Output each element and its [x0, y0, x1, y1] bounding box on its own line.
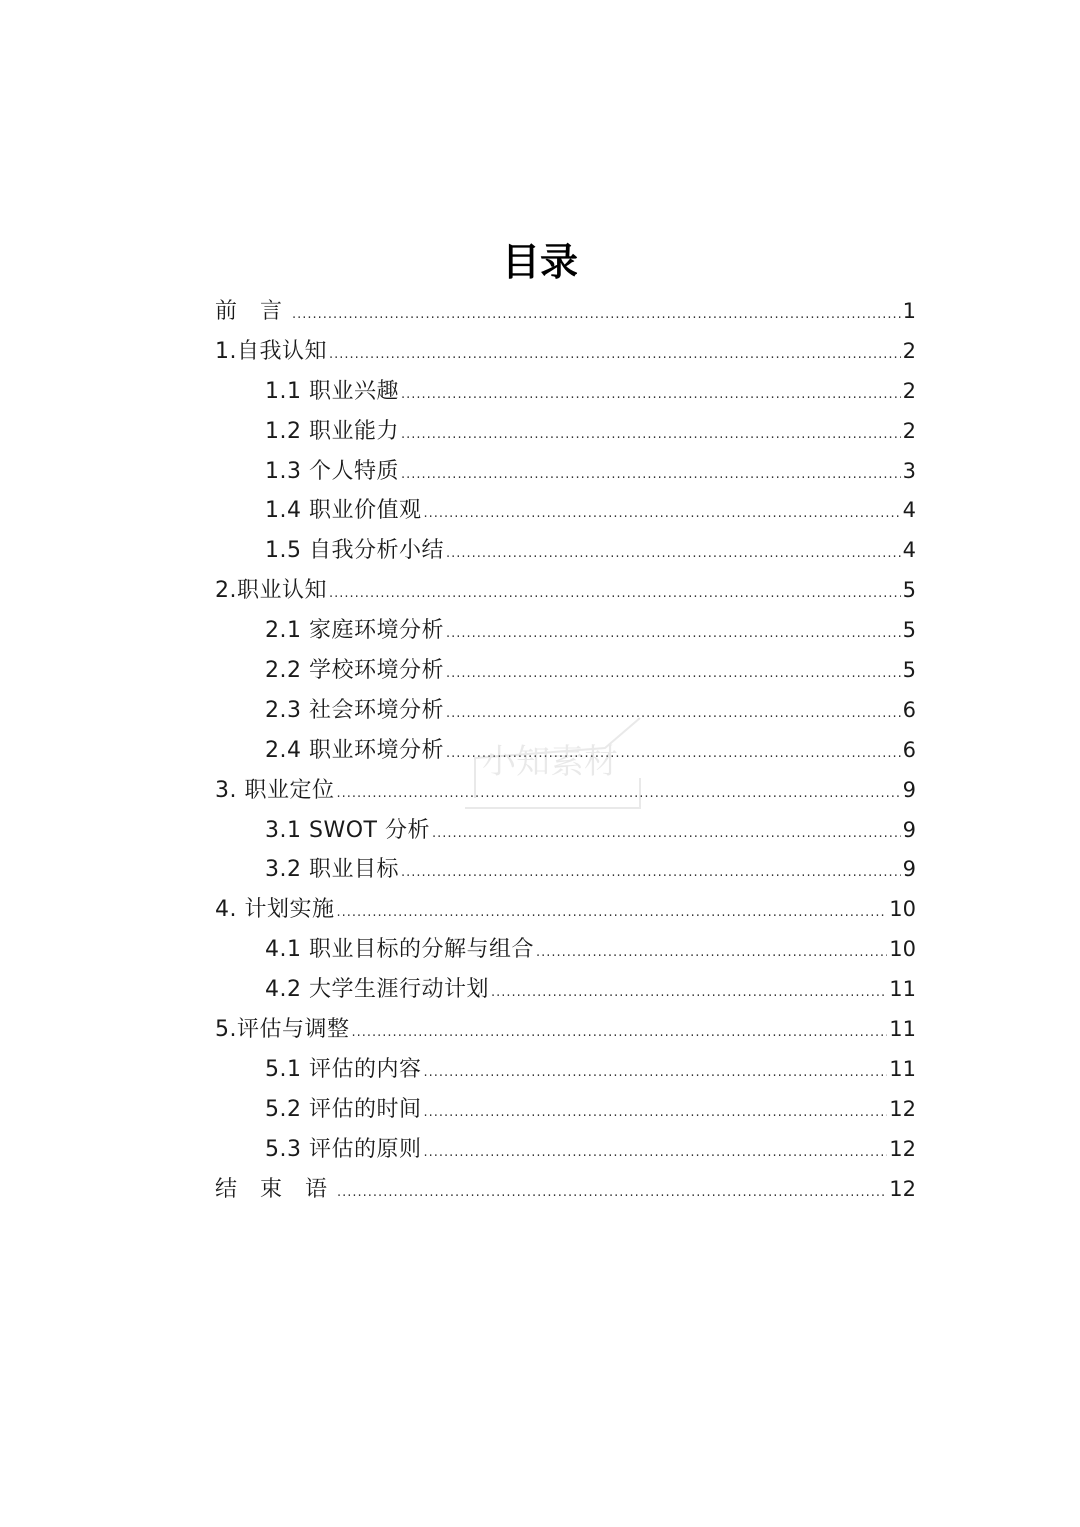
toc-dot-leader: [336, 893, 887, 933]
toc-entry-page-number: 2: [902, 378, 916, 403]
toc-dot-leader: [423, 1093, 887, 1133]
toc-dot-leader: [491, 973, 887, 1013]
toc-entry[interactable]: [215, 691, 916, 731]
toc-dot-leader: [329, 574, 901, 614]
toc-dot-leader: [536, 933, 887, 973]
toc-dot-leader: [446, 734, 901, 774]
toc-dot-leader: [401, 455, 901, 495]
toc-dot-leader: [329, 335, 901, 375]
toc-entry[interactable]: [215, 731, 916, 771]
toc-entry[interactable]: [215, 651, 916, 691]
toc-entry[interactable]: [215, 930, 916, 970]
toc-entry-label: 3. 职业定位: [215, 777, 335, 803]
toc-entry-page-number: 2: [902, 418, 916, 443]
toc-entry-label: 3.1 SWOT 分析: [265, 817, 430, 843]
toc-entry-page-number: 11: [889, 1056, 916, 1081]
toc-entry[interactable]: [215, 1170, 916, 1210]
toc-entry-label: 1.1 职业兴趣: [265, 378, 399, 404]
toc-entry-page-number: 6: [902, 737, 916, 762]
toc-entry-page-number: 12: [889, 1136, 916, 1161]
toc-entry-label: 4.1 职业目标的分解与组合: [265, 937, 534, 963]
toc-entry-label: 1.5 自我分析小结: [265, 538, 444, 564]
toc-entry-page-number: 9: [902, 817, 916, 842]
toc-entry-label: 1.4 职业价值观: [265, 498, 422, 524]
toc-entry-page-number: 4: [902, 538, 916, 563]
toc-entry-label: 3.2 职业目标: [265, 857, 399, 883]
toc-entry-page-number: 5: [902, 658, 916, 683]
toc-entry[interactable]: [215, 531, 916, 571]
watermark-text: 小知素材: [482, 742, 618, 782]
toc-entry-label: 前 言: [215, 299, 290, 324]
toc-dot-leader: [446, 614, 901, 654]
toc-dot-leader: [401, 415, 901, 455]
toc-entry-page-number: 4: [902, 498, 916, 523]
toc-entry-page-number: 9: [902, 777, 916, 802]
toc-entry-page-number: 5: [902, 618, 916, 643]
page-title: 目录: [501, 240, 578, 284]
toc-dot-leader: [432, 814, 901, 854]
toc-entry[interactable]: [215, 611, 916, 651]
toc-dot-leader: [446, 654, 901, 694]
toc-entry-label: 2.4 职业环境分析: [265, 737, 444, 763]
toc-entry-label: 5.1 评估的内容: [265, 1056, 422, 1082]
toc-entry-page-number: 11: [889, 977, 916, 1002]
toc-entry[interactable]: [215, 412, 916, 452]
table-of-contents: [215, 292, 916, 1209]
toc-dot-leader: [336, 774, 900, 814]
toc-entry-label: 1.自我认知: [215, 338, 327, 364]
toc-entry-page-number: 12: [889, 1096, 916, 1121]
toc-entry-page-number: 6: [902, 697, 916, 722]
toc-dot-leader: [423, 1133, 887, 1173]
toc-entry-label: 1.3 个人特质: [265, 458, 399, 484]
toc-entry[interactable]: [215, 771, 916, 811]
toc-entry-page-number: 10: [889, 937, 916, 962]
toc-entry-label: 5.2 评估的时间: [265, 1096, 422, 1122]
toc-entry[interactable]: [215, 1050, 916, 1090]
toc-entry-label: 1.2 职业能力: [265, 418, 399, 444]
toc-entry-page-number: 5: [902, 578, 916, 603]
toc-dot-leader: [352, 1013, 888, 1053]
toc-entry[interactable]: [215, 890, 916, 930]
toc-entry-page-number: 9: [902, 857, 916, 882]
toc-entry[interactable]: [215, 571, 916, 611]
toc-entry-label: 5.3 评估的原则: [265, 1136, 422, 1162]
toc-entry[interactable]: [215, 811, 916, 851]
toc-entry-page-number: 2: [902, 338, 916, 363]
toc-dot-leader: [423, 1053, 887, 1093]
toc-dot-leader: [446, 694, 901, 734]
toc-entry[interactable]: [215, 372, 916, 412]
toc-dot-leader: [401, 375, 901, 415]
toc-entry-label: 结 束 语: [215, 1176, 335, 1202]
toc-entry[interactable]: [215, 1130, 916, 1170]
toc-entry-label: 5.评估与调整: [215, 1017, 350, 1043]
toc-entry-page-number: 10: [889, 897, 916, 922]
toc-entry[interactable]: [215, 970, 916, 1010]
toc-entry[interactable]: [215, 1090, 916, 1130]
toc-entry-label: 2.3 社会环境分析: [265, 697, 444, 723]
toc-entry-label: 4.2 大学生涯行动计划: [265, 977, 489, 1003]
toc-entry-label: 2.2 学校环境分析: [265, 658, 444, 684]
toc-entry-page-number: 11: [889, 1017, 916, 1042]
toc-dot-leader: [401, 853, 901, 893]
toc-entry[interactable]: [215, 332, 916, 372]
toc-dot-leader: [337, 1173, 887, 1213]
toc-dot-leader: [292, 295, 901, 335]
toc-dot-leader: [423, 494, 900, 534]
toc-entry[interactable]: [215, 1010, 916, 1050]
toc-entry-page-number: 1: [902, 299, 916, 323]
toc-entry-label: 2.职业认知: [215, 578, 327, 604]
toc-entry-page-number: 3: [902, 458, 916, 483]
toc-entry[interactable]: [215, 452, 916, 492]
toc-entry[interactable]: [215, 850, 916, 890]
toc-entry-page-number: 12: [889, 1176, 916, 1201]
toc-entry[interactable]: [215, 292, 916, 332]
toc-entry-label: 2.1 家庭环境分析: [265, 618, 444, 644]
toc-dot-leader: [446, 534, 901, 574]
toc-entry-label: 4. 计划实施: [215, 897, 335, 923]
toc-entry[interactable]: [215, 491, 916, 531]
